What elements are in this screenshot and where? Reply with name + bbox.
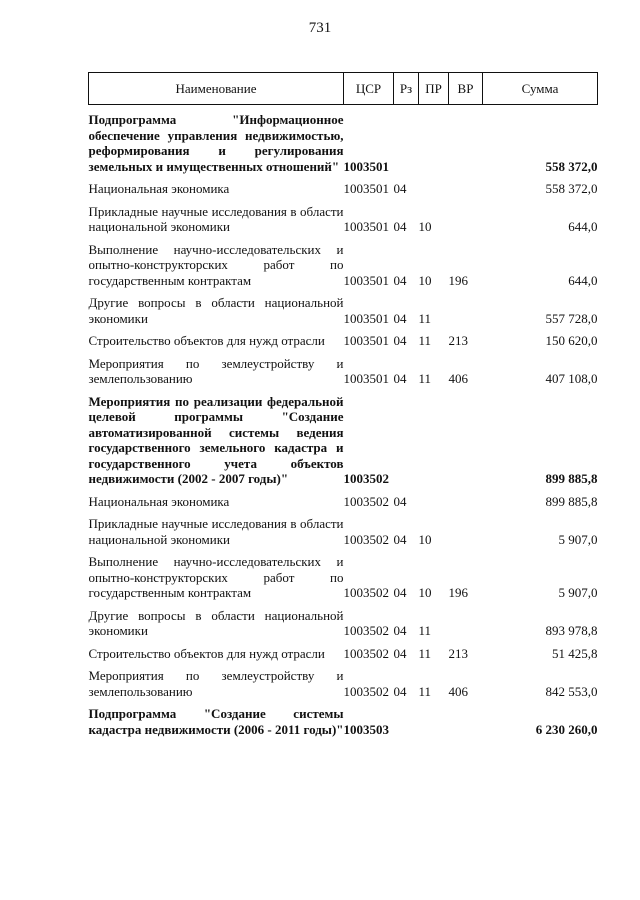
row-name-text: Национальная экономика	[88, 493, 230, 509]
row-name-text: Выполнение научно-исследовательских и опытно-конструкторских работ по государственным контрактам	[88, 241, 344, 288]
header-rz: Рз	[394, 73, 419, 105]
row-csr: 1003501	[343, 272, 389, 288]
row-rz: 04	[393, 272, 407, 288]
row-csr: 1003502	[343, 623, 389, 638]
row-pr: 11	[418, 310, 432, 326]
row-rz: 04	[393, 333, 407, 348]
budget-table	[88, 72, 598, 737]
row-csr: 1003501	[343, 181, 389, 196]
row-vr: 406	[448, 371, 468, 386]
table-header-row	[89, 73, 598, 105]
header-vr: ВР	[449, 73, 483, 105]
row-csr: 1003502	[343, 585, 389, 600]
row-rz: 04	[393, 645, 407, 661]
row-sum: 407 108,0	[545, 371, 598, 386]
row-vr: 196	[448, 272, 468, 288]
row-rz: 04	[393, 683, 407, 699]
table-row	[89, 661, 598, 699]
row-sum: 51 425,8	[552, 645, 598, 661]
row-sum: 899 885,8	[545, 493, 598, 509]
table-row	[89, 509, 598, 547]
row-name	[89, 547, 344, 601]
row-pr: 11	[418, 371, 432, 386]
table-row	[89, 326, 598, 349]
row-pr: 10	[418, 219, 432, 234]
row-rz	[394, 699, 419, 737]
row-pr	[419, 487, 449, 510]
row-sum: 644,0	[568, 219, 598, 234]
row-vr	[449, 174, 483, 197]
row-pr	[419, 174, 449, 197]
row-vr	[449, 601, 483, 639]
row-sum: 5 907,0	[558, 531, 598, 547]
row-sum: 899 885,8	[545, 471, 598, 486]
table-row	[89, 387, 598, 487]
table-row	[89, 174, 598, 197]
row-sum: 557 728,0	[545, 310, 598, 326]
table-row	[89, 639, 598, 662]
row-rz: 04	[393, 531, 407, 547]
row-name	[89, 197, 344, 235]
row-csr: 1003503	[343, 721, 389, 737]
table-row	[89, 601, 598, 639]
header-name: Наименование	[89, 73, 344, 105]
table-row	[89, 197, 598, 235]
row-rz: 04	[393, 493, 407, 509]
row-name-text: Подпрограмма "Создание системы кадастра недвижимости (2006 - 2011 годы)"	[88, 706, 344, 737]
row-name-text: Строительство объектов для нужд отрасли	[88, 333, 325, 348]
row-rz: 04	[393, 181, 407, 196]
row-vr	[449, 105, 483, 175]
row-pr	[419, 699, 449, 737]
row-vr	[449, 197, 483, 235]
row-pr: 11	[418, 333, 432, 348]
row-name-text: Мероприятия по землеустройству и землепользованию	[88, 668, 344, 699]
row-vr	[449, 288, 483, 326]
row-name	[89, 487, 344, 510]
row-name	[89, 639, 344, 662]
row-pr: 10	[418, 531, 432, 547]
row-rz: 04	[393, 371, 407, 386]
row-rz: 04	[393, 585, 407, 600]
row-name	[89, 174, 344, 197]
table-row	[89, 699, 598, 737]
row-vr: 196	[448, 585, 468, 600]
row-vr	[449, 487, 483, 510]
row-vr: 213	[448, 645, 468, 661]
table-row	[89, 487, 598, 510]
row-name-text: Мероприятия по реализации федеральной целевой программы "Создание автоматизированной системы ведения государственного земельного кадастра и государственного учета объектов недвижимости (2002 - 2007 годы)"	[88, 393, 344, 486]
row-sum: 893 978,8	[545, 623, 598, 638]
row-csr: 1003501	[343, 219, 389, 234]
row-name	[89, 601, 344, 639]
row-pr	[419, 387, 449, 487]
row-sum: 842 553,0	[545, 683, 598, 699]
row-sum: 644,0	[568, 272, 598, 288]
row-rz: 04	[393, 310, 407, 326]
row-name	[89, 326, 344, 349]
row-name	[89, 661, 344, 699]
row-pr: 11	[418, 623, 432, 638]
row-sum: 6 230 260,0	[535, 721, 598, 737]
table-row	[89, 547, 598, 601]
row-csr: 1003501	[343, 371, 389, 386]
row-vr	[449, 699, 483, 737]
table-body	[89, 105, 598, 738]
row-name-text: Подпрограмма "Информационное обеспечение управления недвижимостью, реформирования и регулирования земельных и имущественных отношений"	[88, 112, 344, 174]
row-pr: 11	[418, 645, 432, 661]
row-name	[89, 509, 344, 547]
row-csr: 1003502	[343, 493, 389, 509]
row-name	[89, 349, 344, 387]
page-number: 731	[308, 20, 332, 36]
row-rz: 04	[393, 623, 407, 638]
row-vr: 213	[448, 333, 468, 348]
row-name-text: Национальная экономика	[88, 181, 230, 196]
row-rz: 04	[393, 219, 407, 234]
table-row	[89, 235, 598, 289]
row-name-text: Прикладные научные исследования в области национальной экономики	[88, 516, 344, 547]
row-pr	[419, 105, 449, 175]
row-name-text: Выполнение научно-исследовательских и опытно-конструкторских работ по государственным контрактам	[88, 554, 344, 600]
row-rz	[394, 105, 419, 175]
row-name	[89, 288, 344, 326]
row-sum: 5 907,0	[558, 585, 598, 600]
row-name-text: Другие вопросы в области национальной экономики	[88, 607, 344, 638]
row-vr	[449, 387, 483, 487]
row-csr: 1003502	[343, 531, 389, 547]
row-name-text: Прикладные научные исследования в области национальной экономики	[88, 203, 344, 234]
row-csr: 1003501	[343, 158, 389, 174]
header-sum: Сумма	[483, 73, 598, 105]
row-csr: 1003501	[343, 310, 389, 326]
row-vr: 406	[448, 683, 468, 699]
row-name	[89, 387, 344, 487]
row-pr: 10	[418, 272, 432, 288]
row-name-text: Мероприятия по землеустройству и землепользованию	[88, 355, 344, 386]
table-row	[89, 288, 598, 326]
row-csr: 1003502	[343, 683, 389, 699]
header-csr: ЦСР	[344, 73, 394, 105]
table-row	[89, 105, 598, 175]
row-csr: 1003502	[343, 645, 389, 661]
row-name	[89, 105, 344, 175]
row-name	[89, 699, 344, 737]
row-name-text: Другие вопросы в области национальной экономики	[88, 295, 344, 326]
header-pr: ПР	[419, 73, 449, 105]
row-csr: 1003501	[343, 333, 389, 348]
row-sum: 150 620,0	[545, 333, 598, 348]
table-row	[89, 349, 598, 387]
row-csr: 1003502	[343, 471, 389, 486]
row-pr: 10	[418, 585, 432, 600]
row-name	[89, 235, 344, 289]
row-sum: 558 372,0	[545, 181, 598, 196]
row-vr	[449, 509, 483, 547]
row-rz	[394, 387, 419, 487]
row-sum: 558 372,0	[545, 158, 598, 174]
row-name-text: Строительство объектов для нужд отрасли	[88, 645, 325, 661]
row-pr: 11	[418, 683, 432, 699]
